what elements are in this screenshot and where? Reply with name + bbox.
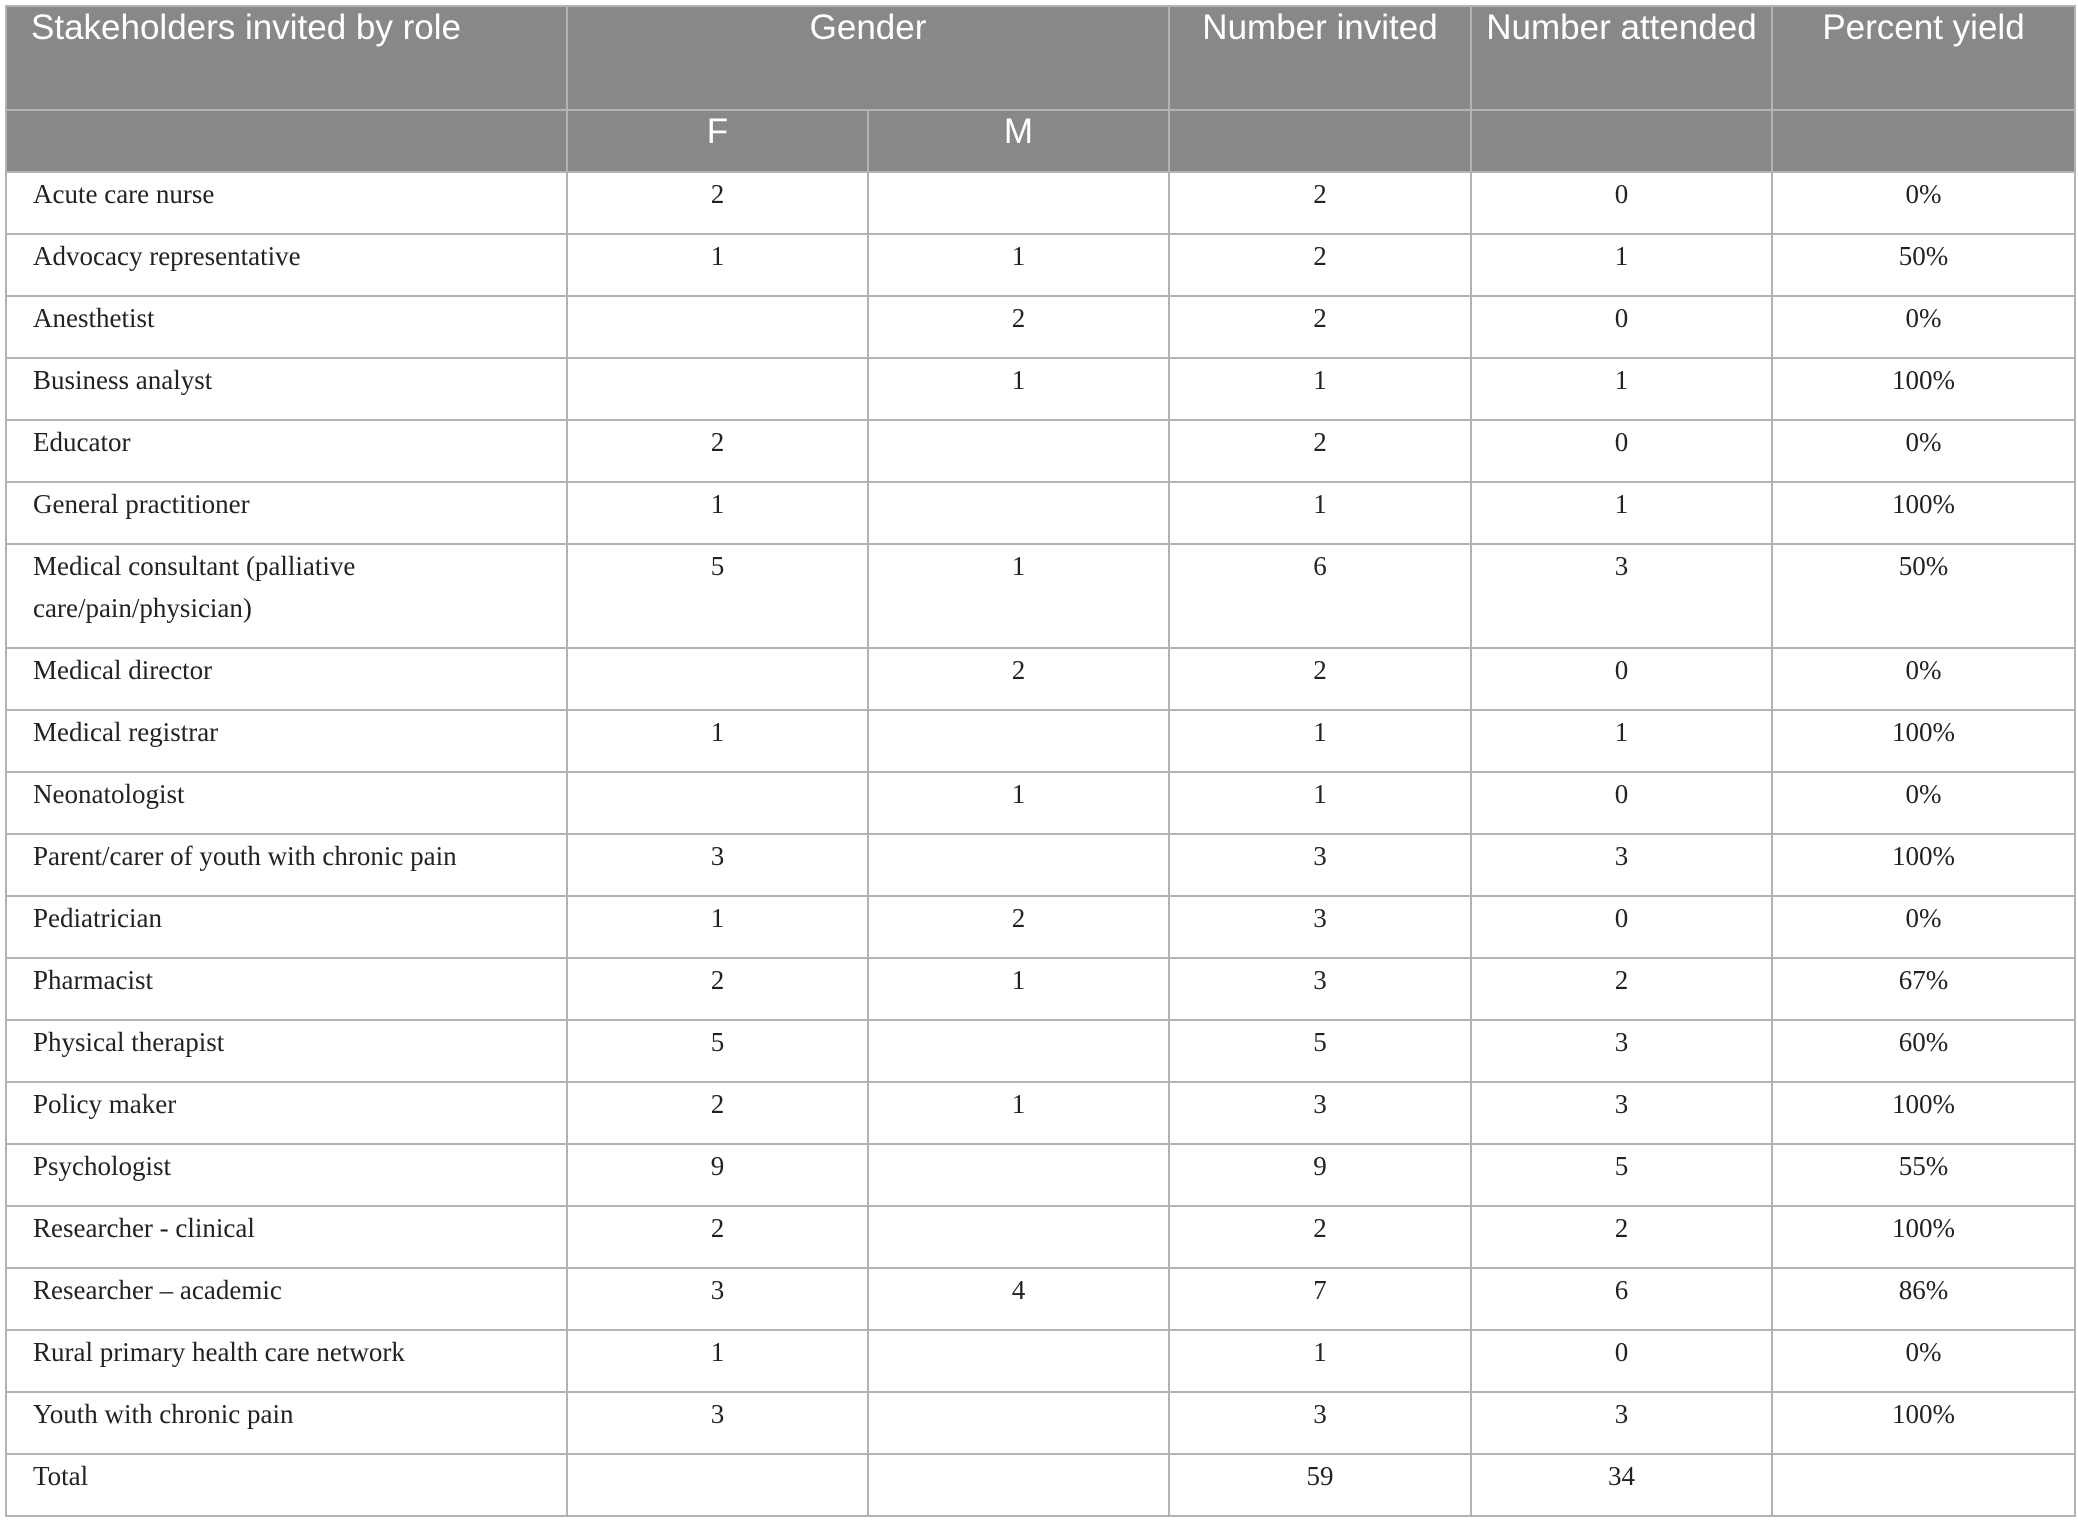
percent-yield-cell: 100%: [1772, 710, 2075, 772]
role-cell: Anesthetist: [6, 296, 567, 358]
percent-yield-cell: 50%: [1772, 544, 2075, 648]
invited-count-cell: 5: [1169, 1020, 1471, 1082]
attended-count-cell: 2: [1471, 1206, 1772, 1268]
stakeholder-table-container: [5, 5, 2074, 1517]
percent-yield-cell: 0%: [1772, 1330, 2075, 1392]
percent-yield-cell: 86%: [1772, 1268, 2075, 1330]
invited-count-cell: 1: [1169, 710, 1471, 772]
attended-count-cell: 2: [1471, 958, 1772, 1020]
invited-count-cell: 1: [1169, 482, 1471, 544]
percent-yield-cell: 100%: [1772, 834, 2075, 896]
percent-yield-cell: 0%: [1772, 772, 2075, 834]
female-count-cell: 1: [567, 1330, 868, 1392]
header-percent-yield: Percent yield: [1772, 6, 2075, 110]
header-female: F: [567, 110, 868, 172]
percent-yield-cell: 100%: [1772, 1392, 2075, 1454]
attended-count-cell: 0: [1471, 648, 1772, 710]
percent-yield-cell: 50%: [1772, 234, 2075, 296]
table-row: [6, 296, 2075, 358]
table-row: [6, 234, 2075, 296]
table-row: [6, 482, 2075, 544]
header-blank: [1772, 110, 2075, 172]
male-count-cell: 1: [868, 234, 1169, 296]
male-count-cell: 1: [868, 358, 1169, 420]
percent-yield-cell: 55%: [1772, 1144, 2075, 1206]
percent-yield-cell: [1772, 1454, 2075, 1516]
table-row: [6, 958, 2075, 1020]
role-cell: Medical registrar: [6, 710, 567, 772]
invited-count-cell: 3: [1169, 1392, 1471, 1454]
table-row: [6, 834, 2075, 896]
role-cell: Youth with chronic pain: [6, 1392, 567, 1454]
female-count-cell: 2: [567, 172, 868, 234]
female-count-cell: [567, 358, 868, 420]
role-cell: Parent/carer of youth with chronic pain: [6, 834, 567, 896]
invited-count-cell: 3: [1169, 1082, 1471, 1144]
table-body: [6, 172, 2075, 1516]
attended-count-cell: 1: [1471, 482, 1772, 544]
female-count-cell: 9: [567, 1144, 868, 1206]
female-count-cell: 3: [567, 1392, 868, 1454]
female-count-cell: 5: [567, 544, 868, 648]
header-blank: [6, 110, 567, 172]
percent-yield-cell: 60%: [1772, 1020, 2075, 1082]
role-cell: Physical therapist: [6, 1020, 567, 1082]
attended-count-cell: 5: [1471, 1144, 1772, 1206]
percent-yield-cell: 67%: [1772, 958, 2075, 1020]
table-row: [6, 1268, 2075, 1330]
percent-yield-cell: 0%: [1772, 172, 2075, 234]
table-row: [6, 710, 2075, 772]
male-count-cell: [868, 1392, 1169, 1454]
percent-yield-cell: 0%: [1772, 896, 2075, 958]
role-cell: Advocacy representative: [6, 234, 567, 296]
role-cell: Pharmacist: [6, 958, 567, 1020]
role-cell: Total: [6, 1454, 567, 1516]
role-cell: Rural primary health care network: [6, 1330, 567, 1392]
male-count-cell: [868, 420, 1169, 482]
table-row: [6, 1082, 2075, 1144]
attended-count-cell: 1: [1471, 234, 1772, 296]
invited-count-cell: 59: [1169, 1454, 1471, 1516]
role-cell: Business analyst: [6, 358, 567, 420]
role-cell: Pediatrician: [6, 896, 567, 958]
male-count-cell: 2: [868, 648, 1169, 710]
attended-count-cell: 0: [1471, 420, 1772, 482]
table-row: [6, 544, 2075, 648]
table-row: [6, 1144, 2075, 1206]
attended-count-cell: 0: [1471, 896, 1772, 958]
attended-count-cell: 3: [1471, 1020, 1772, 1082]
attended-count-cell: 0: [1471, 172, 1772, 234]
percent-yield-cell: 0%: [1772, 648, 2075, 710]
invited-count-cell: 2: [1169, 1206, 1471, 1268]
attended-count-cell: 1: [1471, 710, 1772, 772]
invited-count-cell: 9: [1169, 1144, 1471, 1206]
male-count-cell: [868, 710, 1169, 772]
stakeholder-table: [5, 5, 2076, 1517]
attended-count-cell: 0: [1471, 772, 1772, 834]
female-count-cell: 1: [567, 234, 868, 296]
table-row: [6, 420, 2075, 482]
attended-count-cell: 3: [1471, 1392, 1772, 1454]
female-count-cell: 2: [567, 1206, 868, 1268]
invited-count-cell: 6: [1169, 544, 1471, 648]
male-count-cell: 2: [868, 896, 1169, 958]
invited-count-cell: 1: [1169, 358, 1471, 420]
table-row: [6, 1454, 2075, 1516]
female-count-cell: 2: [567, 958, 868, 1020]
role-cell: Medical consultant (palliative care/pain/physician): [6, 544, 567, 648]
header-number-attended: Number attended: [1471, 6, 1772, 110]
invited-count-cell: 2: [1169, 420, 1471, 482]
percent-yield-cell: 100%: [1772, 1206, 2075, 1268]
role-cell: Medical director: [6, 648, 567, 710]
male-count-cell: [868, 1330, 1169, 1392]
role-cell: Researcher - clinical: [6, 1206, 567, 1268]
table-row: [6, 1392, 2075, 1454]
male-count-cell: 1: [868, 772, 1169, 834]
female-count-cell: [567, 1454, 868, 1516]
male-count-cell: [868, 1206, 1169, 1268]
invited-count-cell: 7: [1169, 1268, 1471, 1330]
male-count-cell: [868, 1020, 1169, 1082]
female-count-cell: 3: [567, 834, 868, 896]
female-count-cell: [567, 772, 868, 834]
male-count-cell: 2: [868, 296, 1169, 358]
invited-count-cell: 2: [1169, 172, 1471, 234]
female-count-cell: [567, 296, 868, 358]
table-row: [6, 896, 2075, 958]
male-count-cell: [868, 482, 1169, 544]
attended-count-cell: 3: [1471, 544, 1772, 648]
female-count-cell: 1: [567, 482, 868, 544]
percent-yield-cell: 100%: [1772, 482, 2075, 544]
attended-count-cell: 3: [1471, 1082, 1772, 1144]
attended-count-cell: 1: [1471, 358, 1772, 420]
table-row: [6, 172, 2075, 234]
header-male: M: [868, 110, 1169, 172]
table-row: [6, 648, 2075, 710]
female-count-cell: 5: [567, 1020, 868, 1082]
invited-count-cell: 3: [1169, 834, 1471, 896]
female-count-cell: 2: [567, 1082, 868, 1144]
invited-count-cell: 1: [1169, 772, 1471, 834]
male-count-cell: [868, 172, 1169, 234]
male-count-cell: [868, 834, 1169, 896]
invited-count-cell: 2: [1169, 296, 1471, 358]
percent-yield-cell: 0%: [1772, 420, 2075, 482]
role-cell: Acute care nurse: [6, 172, 567, 234]
attended-count-cell: 3: [1471, 834, 1772, 896]
header-gender: Gender: [567, 6, 1169, 110]
header-row-secondary: [6, 110, 2075, 172]
role-cell: Educator: [6, 420, 567, 482]
role-cell: Neonatologist: [6, 772, 567, 834]
header-blank: [1471, 110, 1772, 172]
table-row: [6, 1020, 2075, 1082]
invited-count-cell: 2: [1169, 234, 1471, 296]
table-row: [6, 772, 2075, 834]
invited-count-cell: 3: [1169, 958, 1471, 1020]
female-count-cell: 2: [567, 420, 868, 482]
percent-yield-cell: 100%: [1772, 1082, 2075, 1144]
male-count-cell: 1: [868, 1082, 1169, 1144]
female-count-cell: 3: [567, 1268, 868, 1330]
percent-yield-cell: 0%: [1772, 296, 2075, 358]
invited-count-cell: 1: [1169, 1330, 1471, 1392]
invited-count-cell: 2: [1169, 648, 1471, 710]
invited-count-cell: 3: [1169, 896, 1471, 958]
header-row-primary: [6, 6, 2075, 110]
male-count-cell: 4: [868, 1268, 1169, 1330]
table-row: [6, 1206, 2075, 1268]
role-cell: Researcher – academic: [6, 1268, 567, 1330]
role-cell: Policy maker: [6, 1082, 567, 1144]
attended-count-cell: 0: [1471, 296, 1772, 358]
male-count-cell: 1: [868, 958, 1169, 1020]
table-row: [6, 358, 2075, 420]
male-count-cell: [868, 1144, 1169, 1206]
role-cell: General practitioner: [6, 482, 567, 544]
table-row: [6, 1330, 2075, 1392]
attended-count-cell: 6: [1471, 1268, 1772, 1330]
header-role: Stakeholders invited by role: [6, 6, 567, 110]
male-count-cell: 1: [868, 544, 1169, 648]
male-count-cell: [868, 1454, 1169, 1516]
attended-count-cell: 34: [1471, 1454, 1772, 1516]
female-count-cell: 1: [567, 896, 868, 958]
header-number-invited: Number invited: [1169, 6, 1471, 110]
attended-count-cell: 0: [1471, 1330, 1772, 1392]
header-blank: [1169, 110, 1471, 172]
percent-yield-cell: 100%: [1772, 358, 2075, 420]
female-count-cell: [567, 648, 868, 710]
female-count-cell: 1: [567, 710, 868, 772]
role-cell: Psychologist: [6, 1144, 567, 1206]
